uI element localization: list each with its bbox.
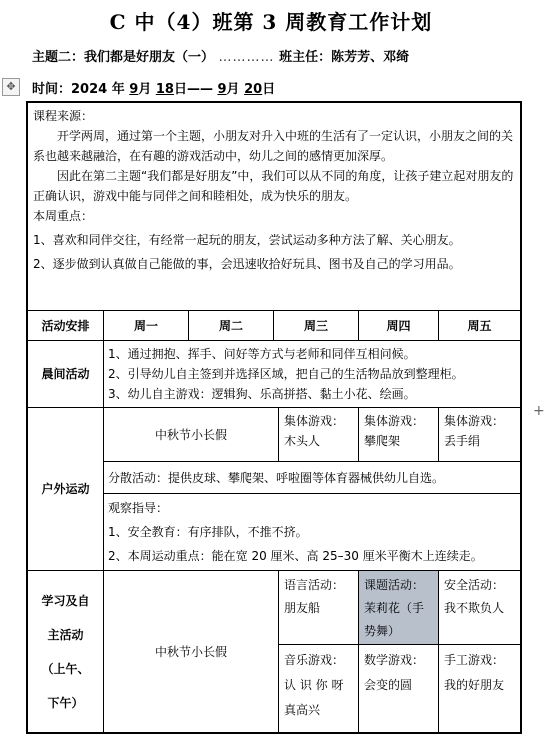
- outdoor-game-wed: [279, 408, 359, 462]
- day-header-mon: 周一: [104, 311, 189, 341]
- outdoor-activity-label: 户外运动: [28, 408, 104, 571]
- course-source-para-1: 开学两周，通过第一个主题，小朋友对升入中班的生活有了一定认识，小朋友之间的关系也越来越融洽，在有趣的游戏活动中，幼儿之间的感情更加深厚。: [33, 129, 514, 163]
- outdoor-game-wed-name: 木头人: [284, 434, 321, 448]
- morning-item-2: 2、引导幼儿自主签到并选择区域，把自己的生活物品放到整理柜。: [108, 367, 464, 381]
- learning-label-line-2: 主活动: [47, 627, 84, 642]
- outdoor-game-fri: [439, 408, 520, 462]
- time-day-label-2: 日: [262, 82, 276, 97]
- outdoor-game-thu: [359, 408, 439, 462]
- course-source-heading: 课程来源：: [33, 109, 94, 123]
- guidance-heading: 观察指导：: [108, 501, 169, 515]
- focus-heading: 本周重点：: [33, 209, 94, 223]
- learning-wed-am-name: 朋友船: [284, 601, 321, 615]
- learning-thu-am-title: 课题活动：: [364, 578, 425, 592]
- learning-thu-am-name: 茉莉花（手势舞）: [364, 601, 425, 638]
- day-header-fri: 周五: [439, 311, 520, 341]
- learning-fri-pm: [439, 645, 520, 732]
- morning-item-3: 3、幼儿自主游戏：逻辑狗、乐高拼搭、黏土小花、绘画。: [108, 387, 416, 401]
- time-year: 2024 年: [71, 82, 125, 97]
- time-dash: ——: [186, 82, 213, 97]
- learning-wed-am: [279, 571, 359, 645]
- teacher-text: 班主任：陈芳芳、邓绮: [279, 50, 410, 65]
- learning-label-line-3: （上午、: [41, 661, 90, 676]
- time-month-start: 9: [129, 82, 139, 97]
- time-month-end: 9: [217, 82, 227, 97]
- guidance-item-1: 1、安全教育：有序排队，不推不挤。: [108, 525, 308, 539]
- morning-activity-label: 晨间活动: [28, 341, 104, 408]
- outdoor-holiday-cell: 中秋节小长假: [104, 408, 279, 462]
- learning-fri-pm-name: 我的好朋友: [444, 678, 505, 692]
- time-label: 时间：: [32, 82, 72, 97]
- learning-activity-label: [28, 571, 104, 732]
- dot-leader: …………: [218, 50, 275, 65]
- focus-item-1: 1、喜欢和同伴交往，有经常一起玩的朋友，尝试运动多种方法了解、关心朋友。: [33, 233, 461, 247]
- learning-fri-pm-title: 手工游戏：: [444, 653, 505, 667]
- guidance-item-2: 2、本周运动重点：能在宽 20 厘米、高 25–30 厘米平衡木上连续走。: [108, 549, 483, 563]
- schedule-header-label: 活动安排: [28, 311, 104, 341]
- plan-table: [26, 101, 522, 734]
- learning-thu-pm: [359, 645, 439, 732]
- learning-holiday-cell: 中秋节小长假: [104, 571, 279, 732]
- focus-item-2: 2、逐步做到认真做自己能做的事，会迅速收拾好玩具、图书及自己的学习用品。: [33, 257, 461, 271]
- move-handle-icon[interactable]: ✥: [2, 78, 20, 96]
- learning-thu-pm-name: 会变的圆: [364, 678, 413, 692]
- day-header-thu: 周四: [359, 311, 439, 341]
- learning-thu-pm-title: 数学游戏：: [364, 653, 425, 667]
- time-month-label: 月: [138, 82, 152, 97]
- learning-wed-pm-title: 音乐游戏：: [284, 653, 345, 667]
- learning-wed-am-title: 语言活动：: [284, 578, 345, 592]
- learning-fri-am-title: 安全活动：: [444, 578, 505, 592]
- morning-item-1: 1、通过拥抱、挥手、问好等方式与老师和同伴互相问候。: [108, 347, 416, 361]
- page-title: C 中（4）班第 3 周教育工作计划: [109, 10, 433, 34]
- time-month-label-2: 月: [226, 82, 240, 97]
- time-day-end: 20: [244, 82, 263, 97]
- learning-wed-pm-name: 认 识 你 呀 真高兴: [284, 678, 344, 717]
- course-source-cell: [28, 103, 520, 311]
- course-source-para-2: 因此在第二主题“我们都是好朋友”中，我们可以从不同的角度，让孩子建立起对朋友的正确认识，游戏中能与同伴之间和睦相处，成为快乐的朋友。: [33, 169, 514, 203]
- learning-label-line-1: 学习及自: [41, 593, 90, 608]
- learning-wed-pm: [279, 645, 359, 732]
- time-day-start: 18: [155, 82, 174, 97]
- morning-activity-content: [104, 341, 520, 408]
- theme-line: [32, 46, 409, 65]
- outdoor-game-thu-name: 攀爬架: [364, 434, 401, 448]
- theme-text: 主题二：我们都是好朋友（一）: [32, 50, 215, 65]
- day-header-wed: 周三: [274, 311, 359, 341]
- learning-fri-am: [439, 571, 520, 645]
- outdoor-game-fri-name: 丢手绢: [444, 434, 481, 448]
- outdoor-game-thu-title: 集体游戏：: [364, 414, 425, 428]
- time-line: [32, 78, 275, 97]
- add-column-icon[interactable]: +: [533, 403, 545, 419]
- outdoor-game-wed-title: 集体游戏：: [284, 414, 345, 428]
- outdoor-game-fri-title: 集体游戏：: [444, 414, 505, 428]
- learning-label-line-4: 下午）: [47, 695, 84, 710]
- day-header-tue: 周二: [189, 311, 274, 341]
- learning-thu-am: [359, 571, 439, 645]
- outdoor-guidance: [104, 494, 520, 571]
- time-day-label: 日: [173, 82, 187, 97]
- learning-fri-am-name: 我不欺负人: [444, 601, 505, 615]
- outdoor-scattered-activity: 分散活动：提供皮球、攀爬架、呼啦圈等体育器械供幼儿自选。: [104, 462, 520, 494]
